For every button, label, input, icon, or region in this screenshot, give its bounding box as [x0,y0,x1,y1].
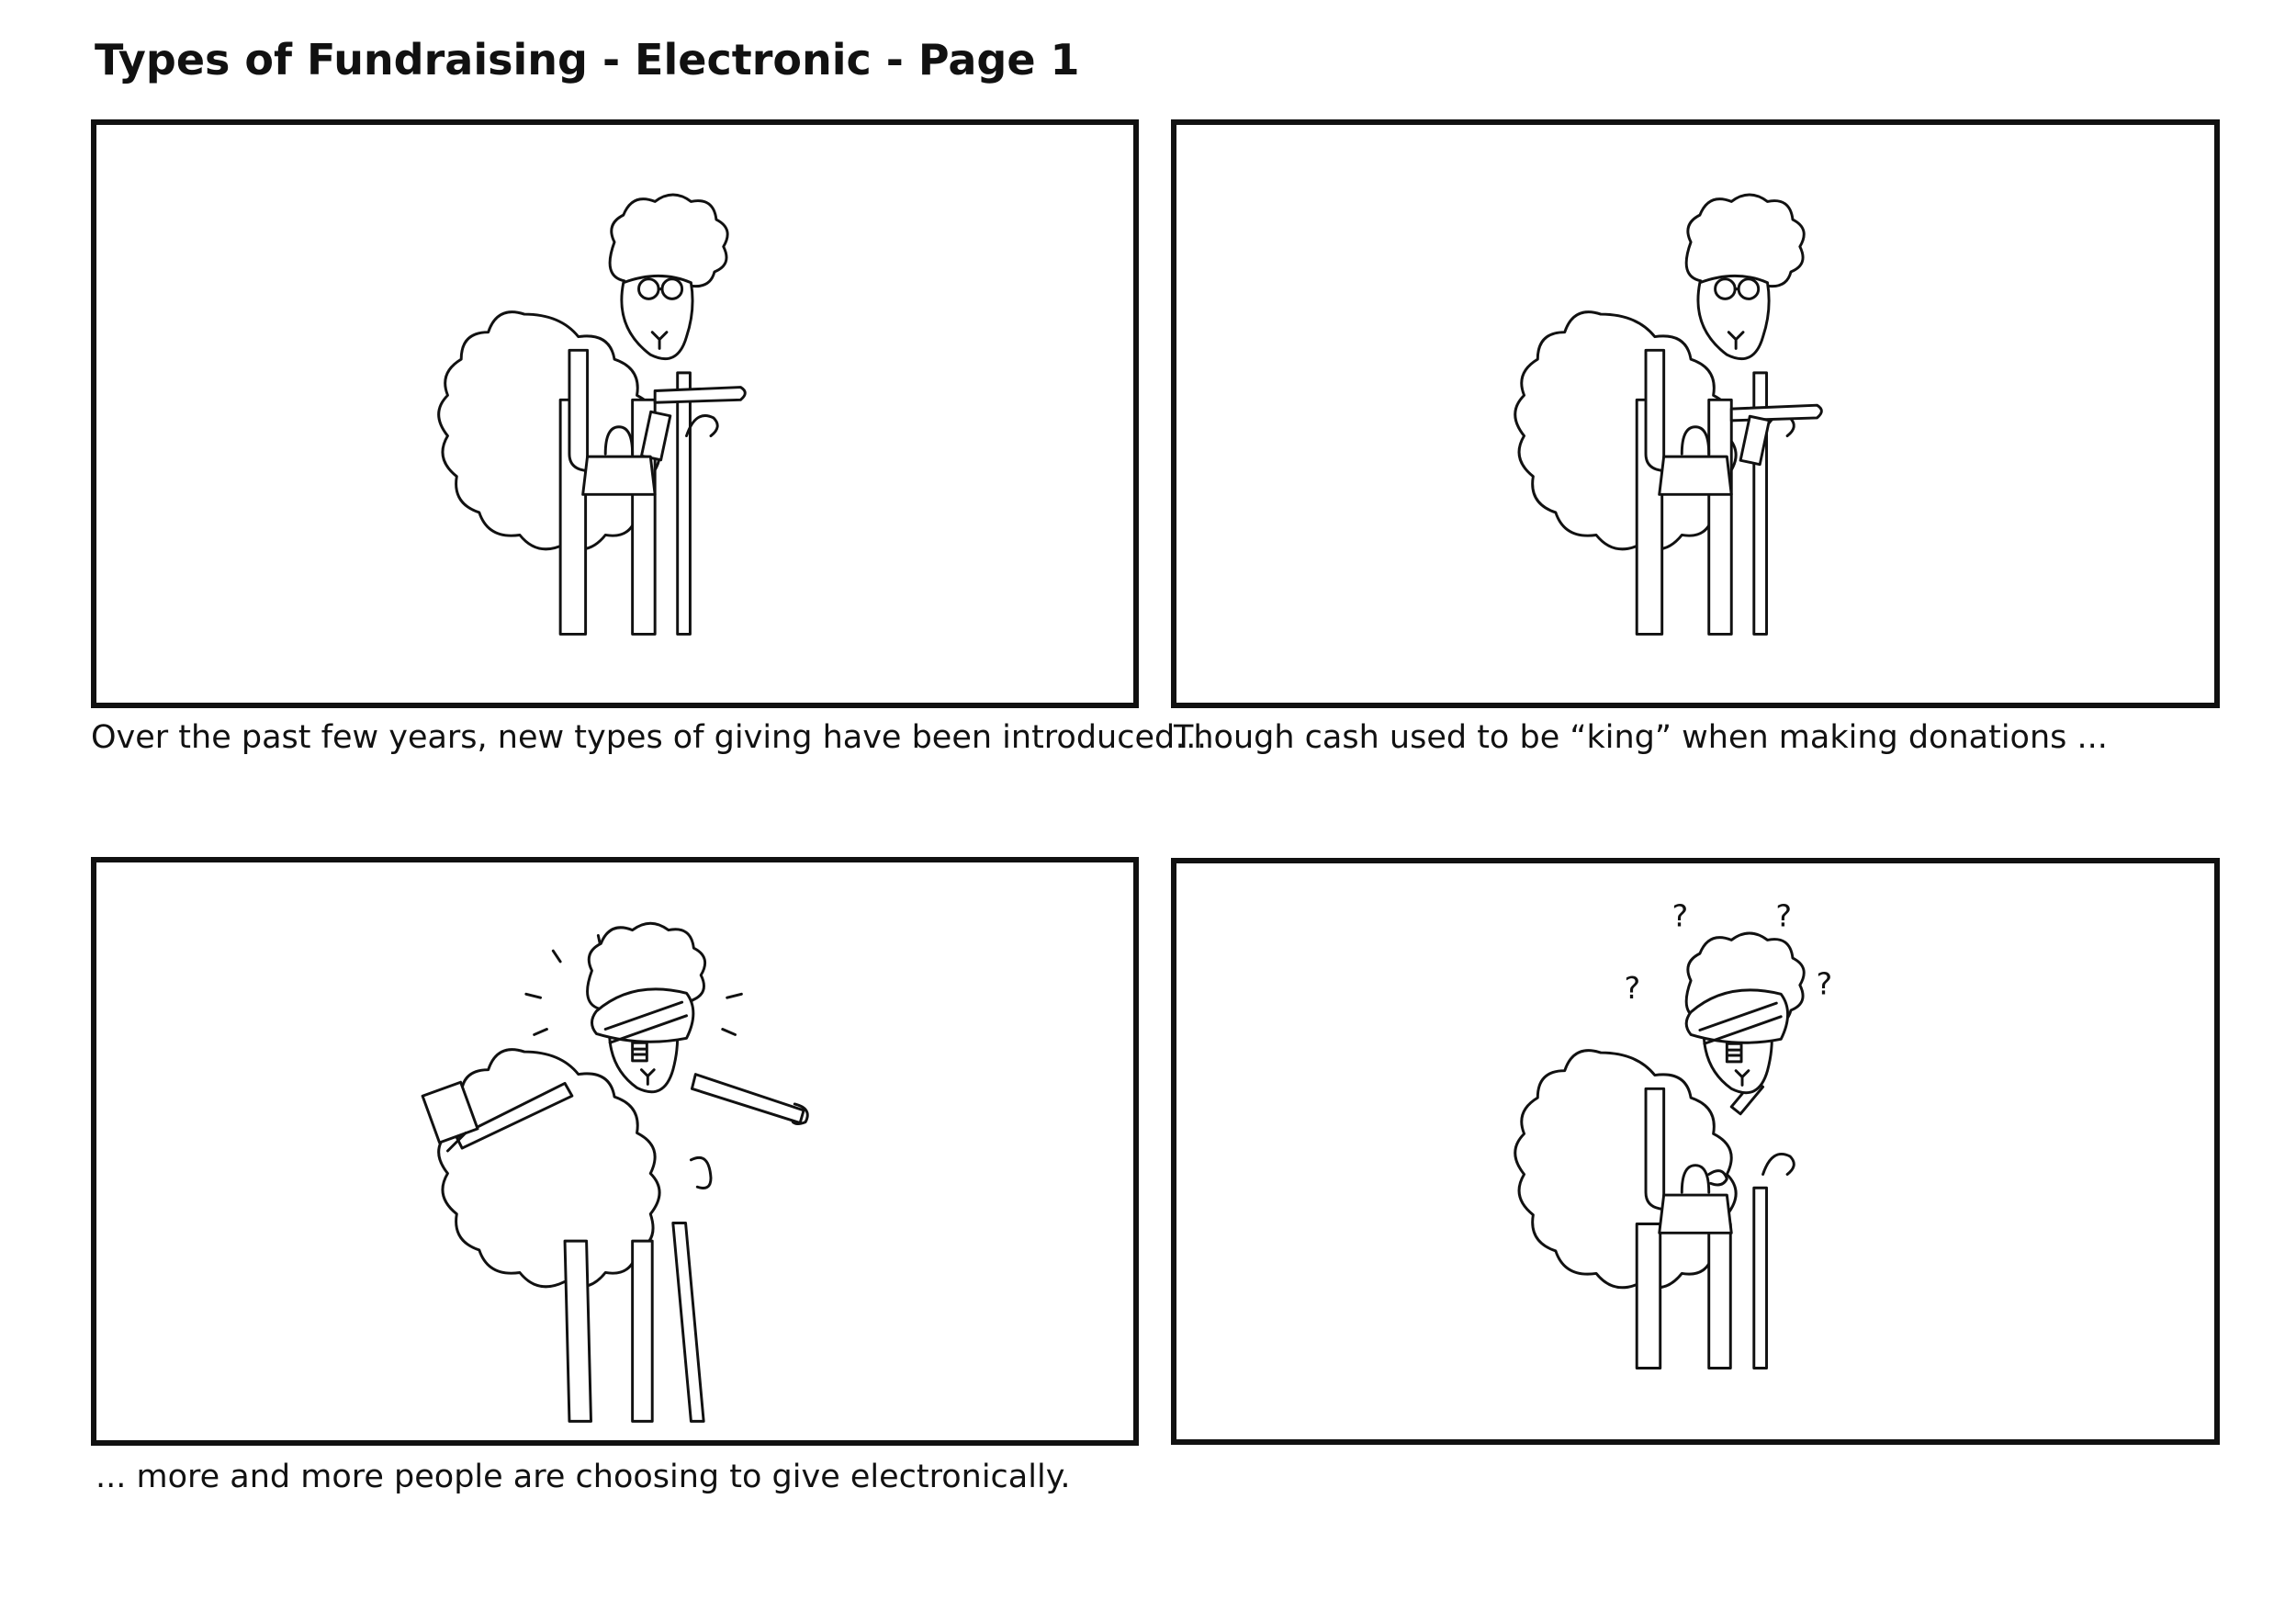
confused-sheep-icon [1176,863,2214,1439]
storyboard-panel-4 [1171,858,2220,1445]
caption-panel-3: ... more and more people are choosing to give electronically. [96,1459,1071,1495]
sheep-with-card-reader-icon [96,862,1133,1440]
question-mark: ? [1816,965,1833,1002]
storyboard-panel-1 [91,119,1139,708]
question-mark: ? [1775,897,1793,934]
sheep-giving-cash-icon [1176,125,2214,703]
caption-panel-2: Though cash used to be “king” when making donations ... [1174,719,2108,756]
caption-panel-1: Over the past few years, new types of giving have been introduced… [91,719,1208,756]
storyboard-panel-2 [1171,119,2220,708]
page-title: Types of Fundraising - Electronic - Page 1 [95,35,1080,85]
storyboard-panel-3 [91,857,1139,1446]
question-mark: ? [1624,970,1641,1007]
question-mark: ? [1671,897,1689,934]
sheep-holding-cash-icon [96,125,1133,703]
